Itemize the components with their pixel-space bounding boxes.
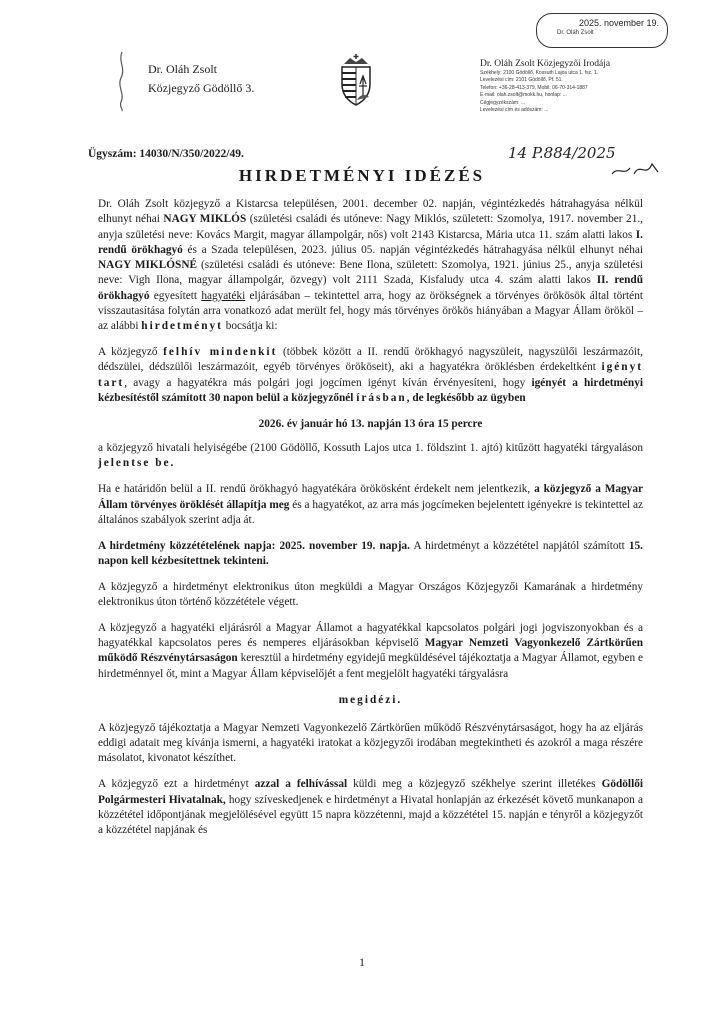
paragraph-municipality: A közjegyző ezt a hirdetményt azzal a felhívással küldi meg a közjegyző székhelye szerint illetékes Gödöllői Polgármesteri Hivatalnak, hogy szíveskedjenek e hirdetményt a Hivatal honlapján az érkezését követő munkanapon a közzététel időpontjának megjelölésével együtt 15 napra közzétenni, majd a közzététel 15. napján e tényről a közjegyzőt a közzététel napjának és xyxy=(98,778,643,837)
paragraph-deadline: Ha e határidőn belül a II. rendű örökhagyó hagyatékára örökösként érdekelt nem jelentkezik, a közjegyző a Magyar Állam törvényes öröklését állapítja meg és a hagyatékot, az arra más jogcímeken bejelentett igényekre is tekintettel az általános szabályok szerint adja át. xyxy=(98,483,644,526)
case-number: Ügyszám: 14030/N/350/2022/49. xyxy=(88,148,244,160)
office-line: Levelezési cím és adószám: ... xyxy=(480,107,549,114)
paragraph-intro: Dr. Oláh Zsolt közjegyző a Kistarcsa településen, 2001. december 02. napján, végintézkedés hátrahagyása nélkül elhunyt néhai NAGY MIKLÓS (születési családi és utóneve: Nagy Miklós, született: Szomolya, 1917. november 21., anyja születési neve: Kovács Margit, magyar állampolgár, nős) volt 2143 Kistarcsa, Mária utca 11. szám alatti lakos I. rendű örökhagyó és a Szada településen, 2023. július 05. napján végintézkedés hátrahagyása nélkül elhunyt néhai NAGY MIKLÓSNÉ (születési családi és utóneve: Bene Ilona, született: Szomolya, 1921. június 25., anyja születési neve: Vigh Ilona, magyar állampolgár, özvegy) volt 2111 Szada, Kisfaludy utca 4. szám alatti lakos II. rendű örökhagyó egyesített hagyatéki eljárásában – tekintettel arra, hogy az örökségnek a törvényes örökösök által történt visszautasítása folytán arra vonatkozó adat merült fel, hogy más törvényes örökös hiányában a Magyar Állam örököl – az alábbi hirdetményt bocsátja ki: xyxy=(98,198,644,333)
coat-of-arms-icon xyxy=(336,54,376,106)
summons-word: megidézi. xyxy=(338,693,403,706)
paragraph-electronic: A közjegyző a hirdetményt elektronikus úton megküldi a Magyar Országos Közjegyzői Kamarának a hirdetmény elektronikus úton történő közzététele végett. xyxy=(98,580,643,609)
stamp-date: 2025. november 19. xyxy=(578,18,659,28)
document-body xyxy=(98,197,643,849)
handwritten-note-text: 14 P.884/2025 xyxy=(508,144,616,162)
received-stamp xyxy=(536,13,668,48)
document-title: HIRDETMÉNYI IDÉZÉS xyxy=(238,166,486,185)
stamp-name: Dr. Oláh Zsolt xyxy=(557,30,594,36)
paragraph-venue: a közjegyző hivatali helyiségébe (2100 Gödöllő, Kossuth Lajos utca 1. földszint 1. ajtó) kitűzött hagyatéki tárgyaláson jelentse be. xyxy=(98,442,643,470)
office-line: E-mail: olah.zsolt@mokk.hu, honlap: ... xyxy=(480,92,567,99)
notary-title: Közjegyző Gödöllő 3. xyxy=(148,81,255,95)
office-line: Levelezési cím: 2101 Gödöllő, Pf. 51. xyxy=(480,77,563,84)
paragraph-inform: A közjegyző tájékoztatja a Magyar Nemzeti Vagyonkezelő Zártkörűen működő Részvénytársaságot, hogy ha az eljárás eddigi adatait meg kívánja ismerni, a hagyatéki iratokat a közjegyzői irodában megtekintheti és azokról a maga részére másolatot, kivonatot készíthet. xyxy=(98,721,643,765)
paragraph-publication: A hirdetmény közzétételének napja: 2025. november 19. napja. A hirdetményt a közzététel napjától számított 15. napon kell kézbesítettnek tekinteni. xyxy=(98,539,643,567)
office-info xyxy=(480,58,640,114)
office-line: Cégjegyzékszám: ... xyxy=(480,99,526,106)
notary-name: Dr. Oláh Zsolt xyxy=(148,62,217,76)
signature-mark-icon xyxy=(116,50,128,112)
office-line: Székhely: 2100 Gödöllő, Kossuth Lajos utca 1. fsz. 1. xyxy=(480,70,599,76)
paragraph-call: A közjegyző felhív mindenkit (többek között a II. rendű örökhagyó nagyszüleit, nagyszülői leszármazóit, dédszülei, dédszülői leszármazóit, egyéb törvényes örököseit), aki a hagyatékra öröklésben érdekeltként igényt tart, avagy a hagyatékra más polgári jogi jogcímen igényt kíván érvényesíteni, hogy igényét a hirdetményi kézbesítéstől számított 30 napon belül a közjegyzőnél írásban, de legkésőbb az ügyben xyxy=(98,346,644,405)
office-title: Dr. Oláh Zsolt Közjegyzői Irodája xyxy=(480,59,611,69)
hearing-date: 2026. év január hó 13. napján 13 óra 15 percre xyxy=(258,417,483,430)
paragraph-state: A közjegyző a hagyatéki eljárásról a Magyar Államot a hagyatékkal kapcsolatos polgári jogi jogviszonyokban és a hagyatékkal kapcsolatos peres és nemperes eljárásokban képviselő Magyar Nemzeti Vagyonkezelő Zártkörűen működő Részvénytársaságon keresztül a hirdetmény egyidejű megküldésével tájékoztatja a Magyar Államot, egyben e hirdetménnyel őt, mint a Magyar Állam képviselőjét a fent megjelölt hagyatéki tárgyalásra xyxy=(98,621,644,680)
page-number: 1 xyxy=(359,955,365,969)
office-line: Telefon: +36-28-413-379, Mobil: 06-70-314-1887 xyxy=(480,84,588,91)
notary-header xyxy=(148,60,254,98)
